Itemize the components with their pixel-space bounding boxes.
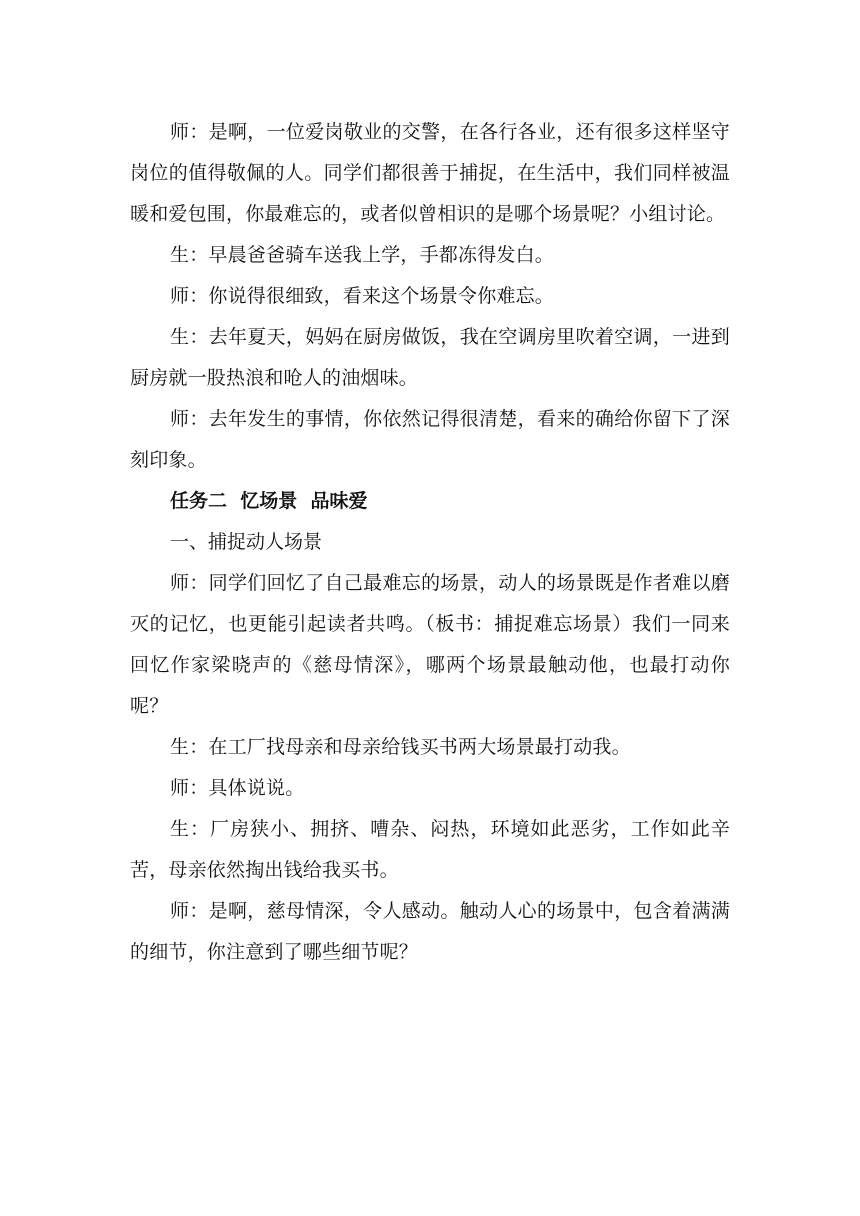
sub-heading: 一、捕捉动人场景: [170, 531, 323, 553]
paragraph-9: 生：厂房狭小、拥挤、嘈杂、闷热，环境如此恶劣，工作如此辛苦，母亲依然掏出钱给我买书。: [130, 818, 730, 881]
paragraph-3: 师：你说得很细致，看来这个场景令你难忘。: [170, 285, 555, 307]
paragraph-10: 师：是啊，慈母情深，令人感动。触动人心的场景中，包含着满满的细节，你注意到了哪些细节呢？: [130, 900, 730, 963]
document-body: [130, 112, 730, 973]
paragraph-2: 生：早晨爸爸骑车送我上学，手都冻得发白。: [170, 244, 555, 266]
paragraph-4: 生：去年夏天，妈妈在厨房做饭，我在空调房里吹着空调，一进到厨房就一股热浪和呛人的油烟味。: [130, 326, 730, 389]
paragraph-1: 师：是啊，一位爱岗敬业的交警，在各行各业，还有很多这样坚守岗位的值得敬佩的人。同学们都很善于捕捉，在生活中，我们同样被温暖和爱包围，你最难忘的，或者似曾相识的是哪个场景呢？小组讨论。: [130, 121, 730, 225]
paragraph-5: 师：去年发生的事情，你依然记得很清楚，看来的确给你留下了深刻印象。: [130, 408, 730, 471]
paragraph-6: 师：同学们回忆了自己最难忘的场景，动人的场景既是作者难以磨灭的记忆，也更能引起读者共鸣。（板书：捕捉难忘场景）我们一同来回忆作家梁晓声的《慈母情深》，哪两个场景最触动他，也最打动你呢？: [130, 572, 730, 717]
section-heading: 任务二 忆场景 品味爱: [170, 490, 368, 512]
paragraph-8: 师：具体说说。: [170, 777, 305, 799]
paragraph-7: 生：在工厂找母亲和母亲给钱买书两大场景最打动我。: [170, 736, 631, 758]
